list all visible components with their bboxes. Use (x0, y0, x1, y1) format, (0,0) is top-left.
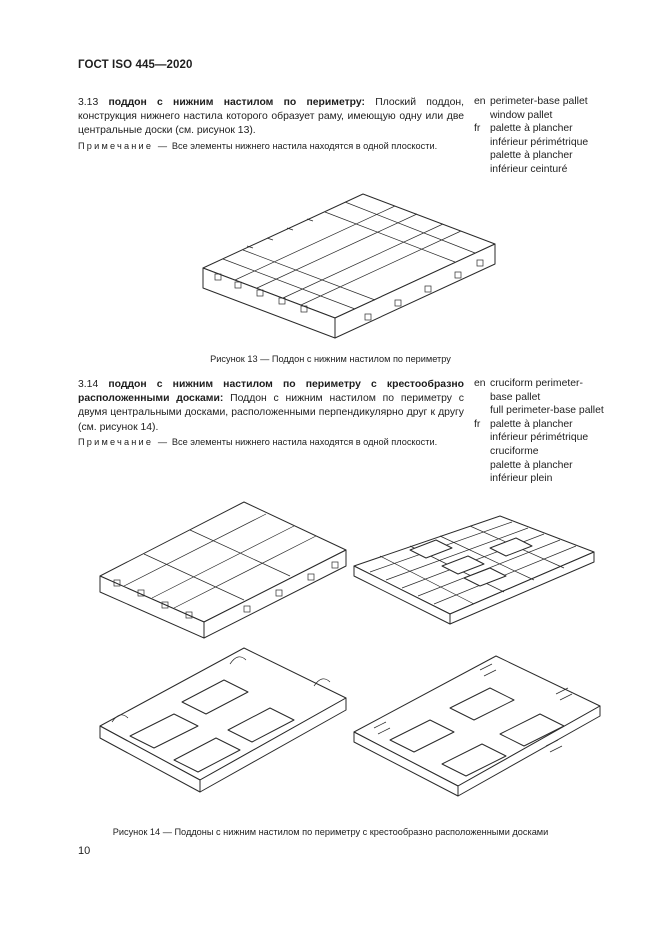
term-title: поддон с нижним настилом по периметру: (108, 97, 365, 108)
figure-14-pallet-plastic (350, 650, 606, 800)
term-3-14 (78, 378, 464, 435)
figure-14-caption: Рисунок 14 — Поддоны с нижним настилом по периметру с крестообразно расположенными досками (112, 827, 549, 837)
lang-fr: fr (474, 123, 481, 135)
fr-term: cruciforme (490, 445, 539, 457)
term-definition: Поддон с нижним настилом по периметру с двумя центральными досками, расположенными перпендикулярно друг к другу (см. рисунок 14). (78, 393, 464, 433)
note-text: Все элементы нижнего настила находятся в одной плоскости. (171, 141, 438, 151)
fr-term: palette à plancher (490, 150, 573, 162)
page-number: 10 (78, 845, 91, 857)
figure-14-pallet-grid (350, 508, 600, 628)
en-term: cruciform perimeter- (490, 378, 583, 389)
en-term: window pallet (490, 109, 553, 121)
note-label: Примечание — (78, 141, 170, 151)
fr-term: inférieur plein (490, 473, 553, 485)
equivalents-3-13 (474, 95, 644, 177)
equivalents-3-14 (474, 377, 644, 486)
term-number: 3.14 (78, 379, 99, 390)
note-label: Примечание — (78, 437, 170, 447)
fr-term: palette à plancher (490, 123, 573, 135)
figure-13-pallet-drawing (195, 186, 505, 346)
lang-fr: fr (474, 418, 481, 430)
en-term: base pallet (490, 391, 541, 403)
term-title: поддон с нижним настилом по периметру с крестообразно расположенными досками: (78, 379, 464, 405)
figure-13-caption: Рисунок 13 — Поддон с нижним настилом по периметру (210, 354, 451, 364)
fr-term: palette à plancher (490, 459, 573, 471)
document-header: ГОСТ ISO 445—2020 (78, 59, 193, 71)
term-3-13 (78, 96, 464, 139)
fr-term: inférieur périmétrique (490, 136, 589, 148)
en-term: full perimeter-base pallet (490, 405, 604, 417)
figure-14-pallet-wood (94, 494, 354, 640)
note-3-13 (78, 140, 468, 153)
fr-term: inférieur ceinturé (490, 163, 568, 175)
term-definition: Плоский поддон, конструкция нижнего настила которого образует раму, имеющую одну или две центральные доски (см. рисунок 13). (78, 97, 464, 137)
lang-en: en (474, 96, 486, 107)
en-term: perimeter-base pallet (490, 96, 588, 107)
fr-term: palette à plancher (490, 418, 573, 430)
lang-en: en (474, 378, 486, 389)
term-number: 3.13 (78, 97, 99, 108)
fr-term: inférieur périmétrique (490, 432, 589, 444)
note-3-14 (78, 436, 468, 449)
figure-14-pallet-molded (94, 640, 352, 796)
note-text: Все элементы нижнего настила находятся в одной плоскости. (171, 437, 438, 447)
